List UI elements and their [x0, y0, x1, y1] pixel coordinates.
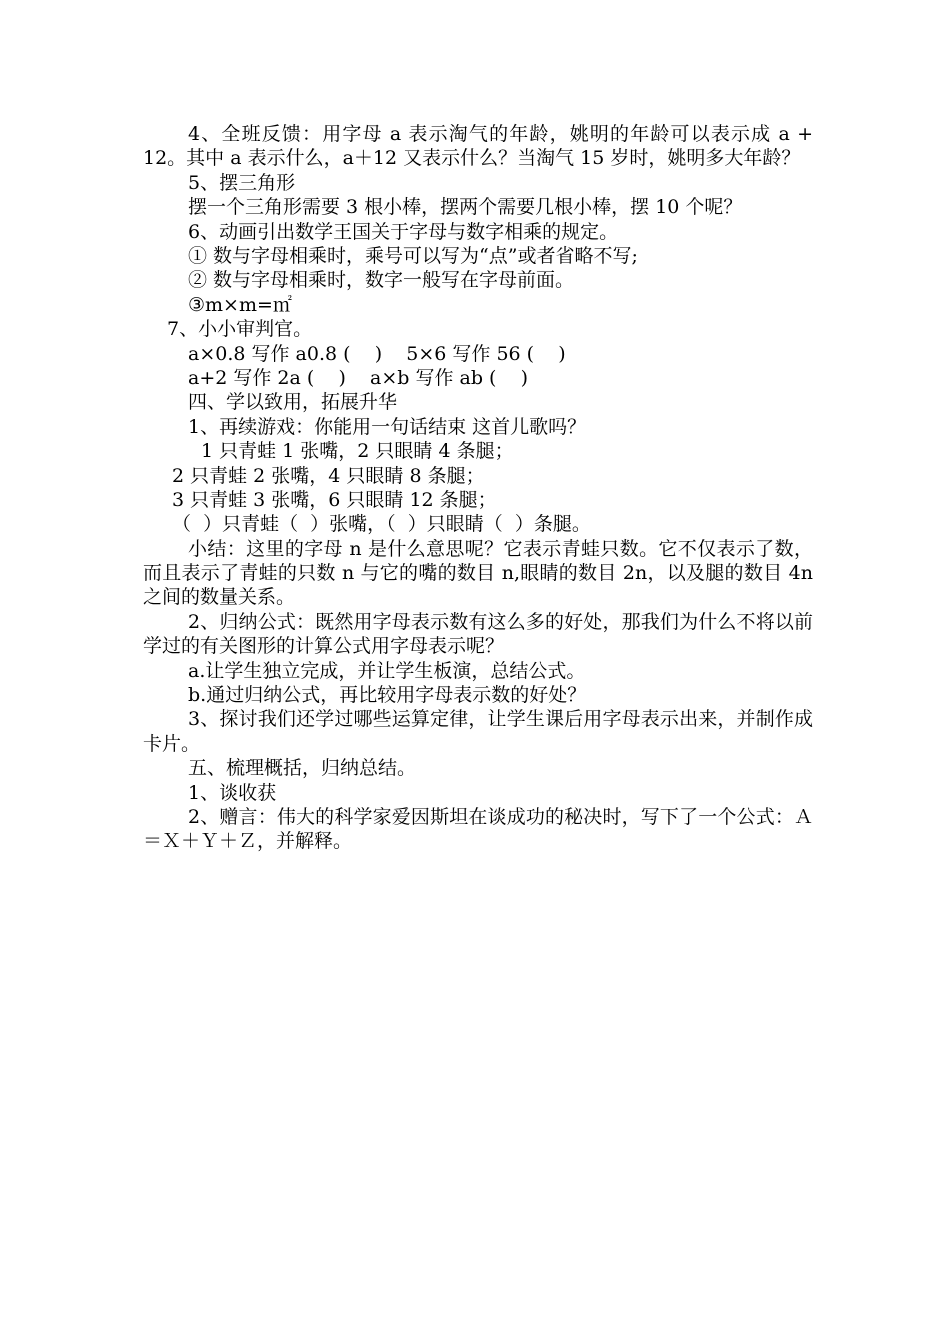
text-line: ③m×m=㎡ — [188, 293, 292, 316]
text-line: 1、再续游戏：你能用一句话结束 这首儿歌吗？ — [188, 415, 587, 438]
text-line: 5、摆三角形 — [188, 171, 296, 194]
text-line: 1、谈收获 — [188, 781, 277, 804]
text-line: 五、梳理概括，归纳总结。 — [188, 757, 417, 780]
text-line: 2 只青蛙 2 张嘴，4 只眼睛 8 条腿； — [172, 464, 485, 487]
text-line: （ ）只青蛙（ ）张嘴，（ ）只眼睛（ ）条腿。 — [172, 513, 591, 536]
text-line: 摆一个三角形需要 3 根小棒，摆两个需要几根小棒，摆 10 个呢？ — [188, 196, 743, 219]
text-line: a×0.8 写作 a0.8 ( ) 5×6 写作 56 ( ) — [188, 342, 566, 365]
text-line: ② 数与字母相乘时，数字一般写在字母前面。 — [188, 269, 575, 292]
paragraph: 4、全班反馈：用字母 a 表示淘气的年龄，姚明的年龄可以表示成 a + 12。其中 a 表示什么，a＋12 又表示什么？当淘气 15 岁时，姚明多大年龄？ — [143, 123, 813, 170]
text-line: a+2 写作 2a ( ) a×b 写作 ab ( ) — [188, 366, 529, 389]
paragraph: 2、归纳公式：既然用字母表示数有这么多的好处，那我们为什么不将以前学过的有关图形的计算公式用字母表示呢？ — [143, 610, 813, 658]
text-line: 3 只青蛙 3 张嘴，6 只眼睛 12 条腿； — [172, 488, 497, 511]
text-line: b.通过归纳公式，再比较用字母表示数的好处？ — [188, 684, 587, 707]
document-page — [143, 122, 813, 854]
text-line: 四、学以致用，拓展升华 — [188, 391, 398, 414]
paragraph: 小结：这里的字母 n 是什么意思呢？它表示青蛙只数。它不仅表示了数，而且表示了青蛙的只数 n 与它的嘴的数目 n,眼睛的数目 2n，以及腿的数目 4n 之间的数量关系。 — [143, 537, 813, 609]
paragraph: 2、赠言：伟大的科学家爱因斯坦在谈成功的秘决时，写下了一个公式：Ａ＝Ｘ＋Ｙ＋Ｚ，并解释。 — [143, 806, 813, 853]
paragraph: 3、探讨我们还学过哪些运算定律，让学生课后用字母表示出来，并制作成卡片。 — [143, 708, 813, 755]
text-line: a.让学生独立完成，并让学生板演，总结公式。 — [188, 659, 586, 682]
text-line: 6、动画引出数学王国关于字母与数字相乘的规定。 — [188, 220, 619, 243]
text-line: 7、小小审判官。 — [167, 318, 313, 341]
text-line: 1 只青蛙 1 张嘴，2 只眼睛 4 条腿； — [201, 440, 514, 463]
text-line: ① 数与字母相乘时，乘号可以写为“点”或者省略不写; — [188, 244, 638, 267]
